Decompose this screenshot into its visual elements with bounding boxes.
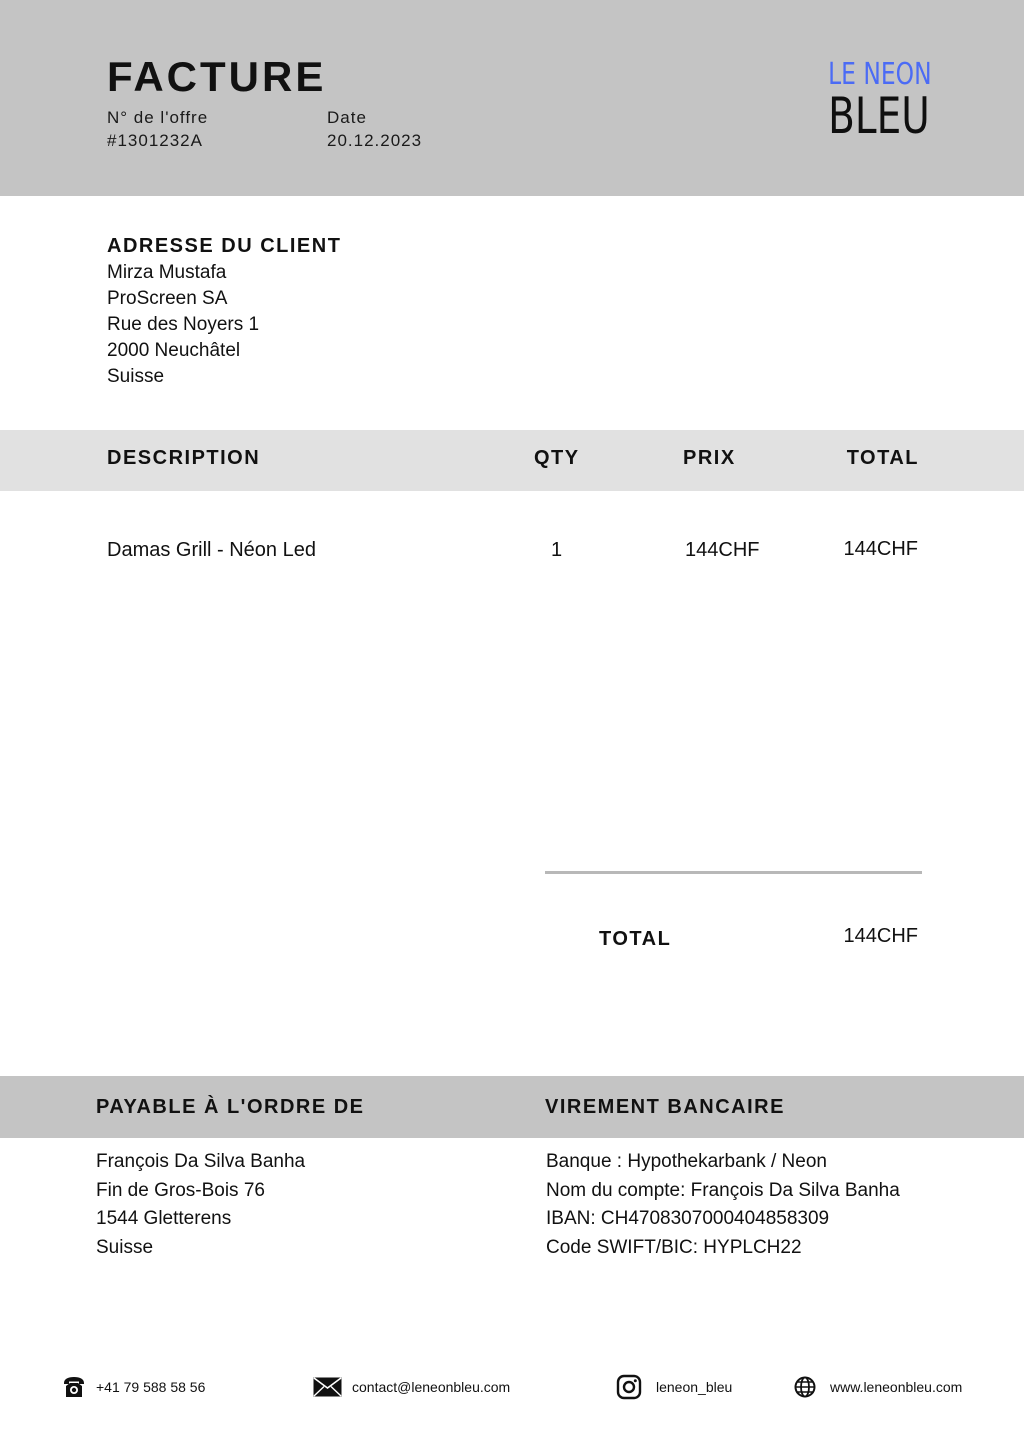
total-divider [545, 871, 922, 874]
footer-email[interactable] [313, 1372, 510, 1402]
total-value: 144CHF [843, 925, 918, 947]
client-address-heading: ADRESSE DU CLIENT [107, 235, 342, 257]
payable-city: 1544 Gletterens [96, 1208, 232, 1229]
footer-instagram[interactable] [616, 1372, 732, 1402]
payable-details [96, 1148, 305, 1262]
column-header-description: DESCRIPTION [107, 447, 261, 469]
row-price: 144CHF [685, 539, 760, 561]
invoice-title: FACTURE [107, 53, 327, 100]
bank-details [546, 1148, 900, 1262]
globe-icon [794, 1376, 816, 1398]
row-total: 144CHF [843, 538, 918, 560]
footer-phone[interactable] [62, 1372, 205, 1402]
footer-website[interactable] [794, 1372, 962, 1402]
offer-number: #1301232A [107, 131, 203, 150]
email-address: contact@leneonbleu.com [352, 1379, 511, 1395]
total-label: TOTAL [599, 928, 672, 950]
column-header-qty: QTY [534, 447, 580, 469]
offer-number-label: N° de l'offre [107, 108, 209, 127]
client-address [107, 260, 259, 390]
column-header-total: TOTAL [846, 447, 919, 469]
bank-transfer-heading: VIREMENT BANCAIRE [545, 1096, 785, 1118]
phone-number: +41 79 588 58 56 [96, 1379, 206, 1395]
swift-bic: Code SWIFT/BIC: HYPLCH22 [546, 1236, 802, 1258]
mail-icon [313, 1377, 342, 1397]
client-company: ProScreen SA [107, 288, 228, 309]
payable-heading: PAYABLE À L'ORDRE DE [96, 1096, 365, 1118]
brand-logo [816, 57, 932, 145]
column-header-price: PRIX [683, 447, 736, 469]
account-name: Nom du compte: François Da Silva Banha [546, 1179, 900, 1201]
logo-text-bottom: BLEU [828, 87, 930, 145]
date-label: Date [327, 108, 367, 127]
client-city: 2000 Neuchâtel [107, 340, 241, 361]
payable-street: Fin de Gros-Bois 76 [96, 1179, 265, 1201]
logo-text-top: LE NEON [828, 57, 932, 92]
payable-name: François Da Silva Banha [96, 1151, 306, 1172]
instagram-handle: leneon_bleu [656, 1379, 733, 1395]
client-street: Rue des Noyers 1 [107, 314, 260, 335]
row-qty: 1 [551, 539, 563, 561]
bank-name: Banque : Hypothekarbank / Neon [546, 1151, 827, 1172]
payable-country: Suisse [96, 1236, 154, 1258]
client-name: Mirza Mustafa [107, 262, 227, 283]
iban: IBAN: CH4708307000404858309 [546, 1208, 830, 1229]
row-description: Damas Grill - Néon Led [107, 539, 316, 561]
date-value: 20.12.2023 [327, 131, 423, 150]
website-url: www.leneonbleu.com [830, 1379, 963, 1395]
client-country: Suisse [107, 366, 165, 387]
phone-icon [62, 1375, 86, 1399]
instagram-icon [616, 1374, 642, 1400]
